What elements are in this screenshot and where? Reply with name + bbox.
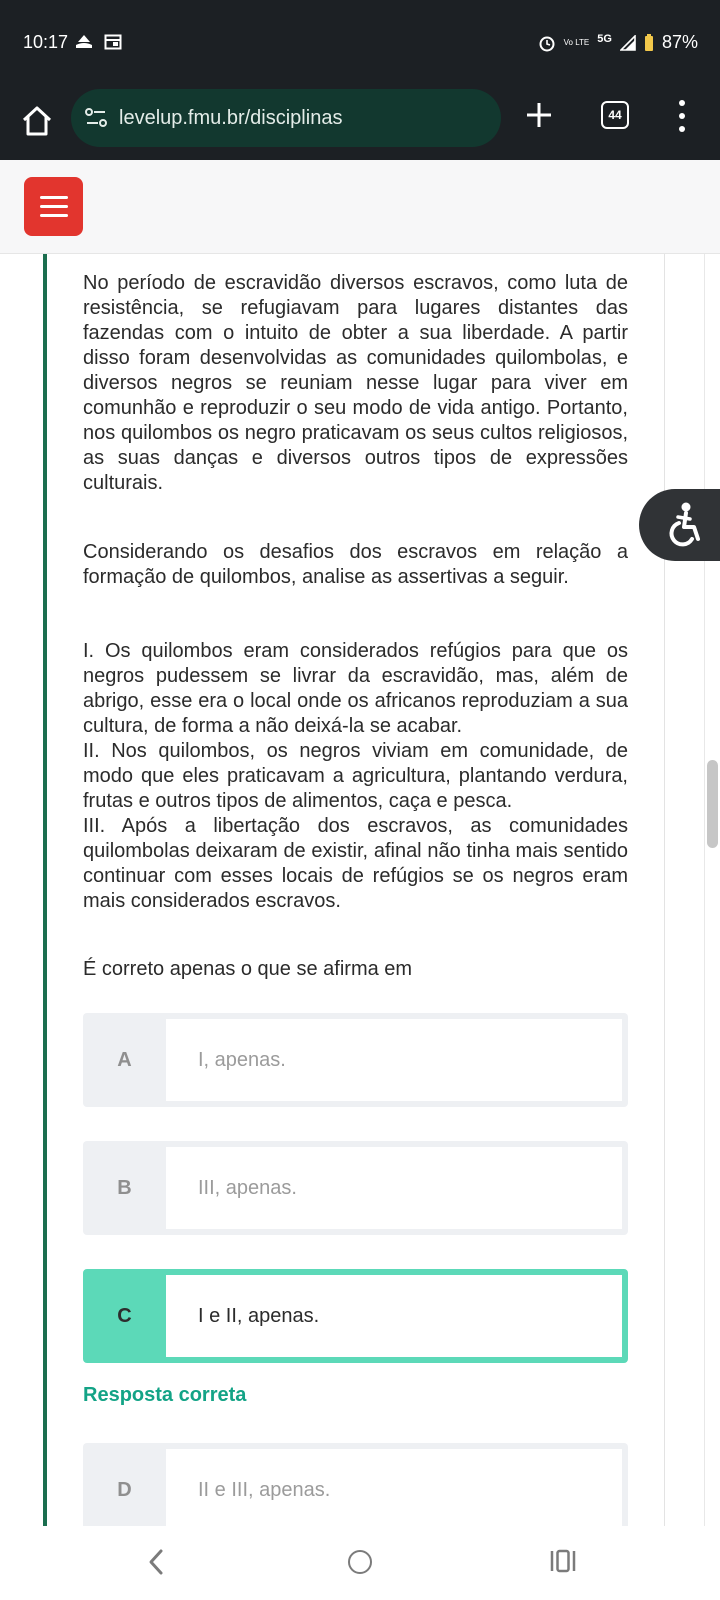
browser-toolbar [0,86,720,160]
option-text: II e III, apenas. [166,1449,622,1526]
alarm-icon [538,34,556,52]
assertion-item: I. Os quilombos eram considerados refúgios para que os negros pudessem se livrar da escravidão, mas, além de abrigo, esse era o local onde os africanos reproduziam a sua cultura, de forma a não deixá-la se acabar. [83,640,628,737]
site-settings-icon[interactable] [83,105,109,131]
question-prompt: Considerando os desafios dos escravos em relação a formação de quilombos, analise as assertivas a seguir. [83,541,628,588]
option-letter: A [117,1048,132,1071]
back-icon[interactable] [144,1548,168,1576]
network-type: 5G [597,32,612,45]
weather-cloud-icon [74,33,94,51]
question-stem: É correto apenas o que se afirma em [83,958,413,980]
url-text[interactable]: levelup.fmu.br/disciplinas [119,106,343,129]
assertion-item: III. Após a libertação dos escravos, as comunidades quilombolas deixaram de existir, afinal não tinha mais sentido continuar com esses locais de refúgios se os negros eram mais considerados escravos. [83,815,628,912]
scrollbar-track[interactable] [704,254,720,1526]
option-letter: C [117,1304,132,1327]
answer-option-b[interactable] [83,1141,628,1235]
answer-option-c[interactable] [83,1269,628,1363]
question-content [0,254,720,1526]
status-bar [0,0,720,86]
option-text: I, apenas. [166,1019,622,1101]
assertion-item: II. Nos quilombos, os negros viviam em comunidade, de modo que eles praticavam a agricultura, plantando verdura, frutas e outros tipos de alimentos, caça e pesca. [83,740,628,812]
card-border [664,254,665,1526]
question-accent-bar [43,254,47,1526]
answer-option-d[interactable] [83,1443,628,1526]
accessibility-icon [664,501,704,549]
browser-menu-icon[interactable] [674,100,690,132]
option-letter: B [117,1176,132,1199]
battery-icon [644,34,654,52]
app-header [0,160,720,254]
scrollbar-thumb[interactable] [707,760,718,848]
status-right-icons [538,32,698,53]
battery-level: 87% [661,32,698,52]
home-button-icon[interactable] [348,1550,372,1574]
status-left-icons [74,33,122,51]
status-time: 10:17 [23,32,69,52]
option-text: I e II, apenas. [166,1275,622,1357]
option-letter: D [117,1478,132,1501]
question-intro: No período de escravidão diversos escravos, como luta de resistência, se refugiavam para lugares distantes das fazendas com o intuito de obter a sua liberdade. A partir disso foram desenvolvidas as comunidades quilombolas, e diversos negros se reuniam nesse lugar para viver em comunhão e reproduzir o seu modo de vida antigo. Portanto, nos quilombos os negro praticavam os seus cultos religiosos, as suas danças e diversos outros tipos de expressões culturais. [83,272,628,494]
answer-option-a[interactable] [83,1013,628,1107]
hamburger-menu-icon[interactable] [24,177,83,236]
correct-answer-feedback: Resposta correta [83,1384,247,1406]
address-bar[interactable] [71,89,501,147]
signal-icon [620,35,636,51]
calendar-icon [104,33,122,51]
recent-apps-icon[interactable] [550,1548,576,1574]
home-icon[interactable] [20,104,54,138]
volte-indicator: Vo LTE [563,37,590,47]
assertions-list [83,639,628,914]
accessibility-button[interactable] [639,489,720,561]
tab-switcher-button[interactable]: 44 [601,101,629,129]
new-tab-icon[interactable] [524,100,554,130]
option-text: III, apenas. [166,1147,622,1229]
system-navigation-bar [0,1526,720,1600]
